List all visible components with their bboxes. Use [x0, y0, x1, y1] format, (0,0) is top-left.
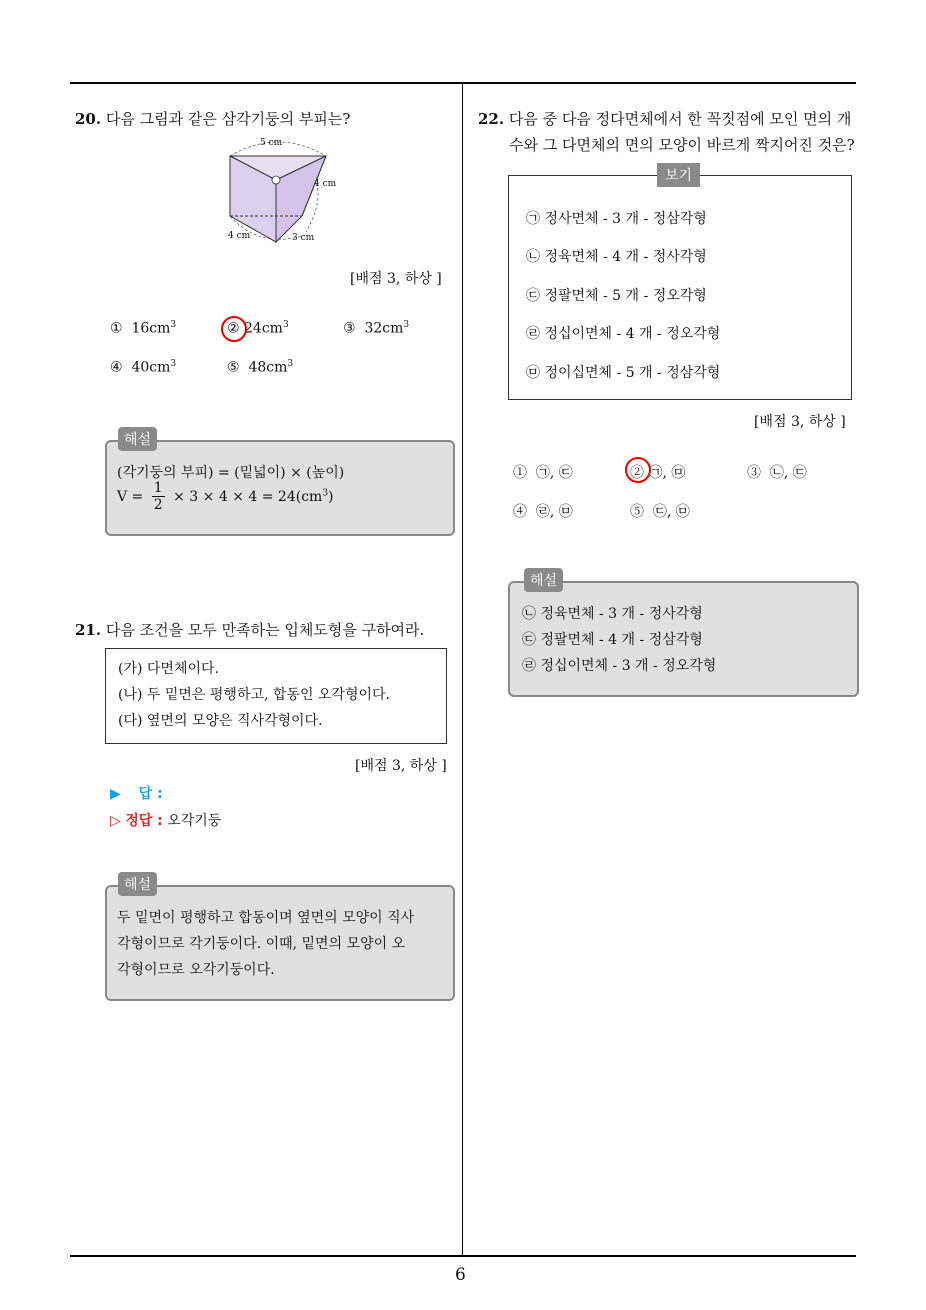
- bogi-tag: 보기: [657, 163, 700, 187]
- question-number: 21.: [75, 621, 102, 639]
- answer-circle-mark: [625, 457, 651, 483]
- answer-line: [110, 783, 163, 803]
- question-text: 다음 중 다음 정다면체에서 한 꼭짓점에 모인 면의 개: [508, 110, 852, 128]
- choice-number: ④: [110, 359, 123, 376]
- correct-value: 오각기둥: [167, 813, 222, 829]
- choice-superscript: 3: [282, 320, 289, 330]
- explanation-line: ㉣ 정십이면체 - 3 개 - 정오각형: [522, 658, 717, 674]
- figure-label-right: 4 cm: [314, 179, 337, 189]
- choice-superscript: 3: [170, 359, 177, 369]
- question-text: 다음 조건을 모두 만족하는 입체도형을 구하여라.: [105, 621, 425, 639]
- score-label: [배점 3, 하상 ]: [754, 414, 846, 430]
- correct-answer-line: [110, 810, 221, 830]
- choice-3[interactable]: [343, 320, 409, 337]
- figure-label-bottom-right: 3 cm: [292, 233, 315, 243]
- bogi-item: ㉢ 정팔면체 - 5 개 - 정오각형: [526, 288, 707, 304]
- choice-3[interactable]: [747, 462, 807, 482]
- condition-line: (나) 두 밑면은 평행하고, 합동인 오각형이다.: [118, 687, 390, 703]
- choice-number: ②: [227, 320, 240, 337]
- formula-superscript: 3: [322, 488, 329, 498]
- question-22-cont: 수와 그 다면체의 면의 모양이 바르게 짝지어진 것은?: [509, 136, 855, 154]
- condition-line: (다) 옆면의 모양은 직사각형이다.: [118, 713, 323, 729]
- explanation-formula: [117, 480, 334, 513]
- choice-number: ②: [630, 465, 644, 481]
- choice-number: ①: [513, 465, 527, 481]
- score-label: [배점 3, 하상 ]: [355, 758, 447, 774]
- explanation-line: ㉡ 정육면체 - 3 개 - 정사각형: [522, 606, 703, 622]
- choice-value: ㉡, ㉢: [769, 465, 807, 481]
- choice-superscript: 3: [170, 320, 177, 330]
- choice-value: ㉠, ㉢: [535, 465, 573, 481]
- choice-value: 16cm: [131, 320, 171, 337]
- figure-label-bottom-left: 4 cm: [228, 231, 251, 241]
- column-divider: [462, 84, 463, 1256]
- formula-close: ): [328, 488, 334, 505]
- choice-value: 32cm: [364, 320, 404, 337]
- choice-superscript: 3: [287, 359, 294, 369]
- choice-value: 48cm: [248, 359, 288, 376]
- choice-number: ③: [747, 465, 761, 481]
- formula-body: × 3 × 4 × 4 = 24(cm: [173, 488, 323, 505]
- explanation-line: 두 밑면이 평행하고 합동이며 옆면의 모양이 직사: [117, 910, 415, 926]
- explanation-line: 각형이므로 오각기둥이다.: [117, 962, 275, 978]
- choice-value: 40cm: [131, 359, 171, 376]
- question-22: [478, 107, 851, 131]
- choice-value: ㉢, ㉤: [652, 504, 690, 520]
- question-text: 다음 그림과 같은 삼각기둥의 부피는?: [105, 110, 351, 128]
- explanation-line: ㉢ 정팔면체 - 4 개 - 정삼각형: [522, 632, 703, 648]
- explanation-line: 각형이므로 각기둥이다. 이때, 밑면의 모양이 오: [117, 936, 406, 952]
- page-number: 6: [455, 1265, 466, 1285]
- bogi-item: ㉤ 정이십면체 - 5 개 - 정삼각형: [526, 365, 721, 381]
- choice-1[interactable]: [110, 320, 176, 337]
- choice-value: 24cm: [244, 320, 283, 337]
- formula-v: V =: [117, 488, 144, 505]
- explanation-line: (각기둥의 부피) = (밑넓이) × (높이): [117, 465, 345, 481]
- question-21: [75, 618, 424, 642]
- choice-value: ㉠, ㉤: [648, 465, 686, 481]
- choice-number: ④: [513, 504, 527, 520]
- choice-number: ⑤: [227, 359, 240, 376]
- figure-label-top: 5 cm: [260, 138, 283, 148]
- choice-number: ①: [110, 320, 123, 337]
- question-number: 22.: [478, 110, 505, 128]
- top-rule: [70, 82, 856, 84]
- correct-label: 정답 :: [125, 813, 163, 829]
- choice-4[interactable]: [513, 501, 573, 521]
- bogi-item: ㉣ 정십이면체 - 4 개 - 정오각형: [526, 326, 721, 342]
- explanation-tag: 해설: [118, 427, 157, 451]
- question-number: 20.: [75, 110, 102, 128]
- bogi-item: ㉠ 정사면체 - 3 개 - 정삼각형: [526, 211, 707, 227]
- fraction-numerator: 1: [153, 480, 163, 496]
- choice-5[interactable]: [227, 359, 293, 376]
- choice-number: ⑤: [630, 504, 644, 520]
- choice-4[interactable]: [110, 359, 176, 376]
- choice-1[interactable]: [513, 462, 573, 482]
- choice-superscript: 3: [403, 320, 410, 330]
- choice-number: ③: [343, 320, 356, 337]
- explanation-tag: 해설: [524, 568, 563, 592]
- bottom-rule: [70, 1255, 856, 1257]
- explanation-tag: 해설: [118, 872, 157, 896]
- condition-line: (가) 다면체이다.: [118, 661, 219, 677]
- fraction-denominator: 2: [153, 497, 163, 513]
- formula-rest: [173, 489, 333, 505]
- answer-circle-mark: [221, 316, 247, 342]
- answer-marker-icon: ▶: [110, 786, 121, 802]
- question-20: [75, 107, 350, 131]
- fraction: [152, 480, 165, 513]
- correct-marker-icon: ▷: [110, 813, 121, 829]
- triangular-prism-figure: [218, 136, 338, 246]
- bogi-item: ㉡ 정육면체 - 4 개 - 정사각형: [526, 249, 707, 265]
- choice-5[interactable]: [630, 501, 690, 521]
- answer-label: 답 :: [138, 786, 163, 802]
- choice-value: ㉣, ㉤: [535, 504, 573, 520]
- score-label: [배점 3, 하상 ]: [350, 271, 442, 287]
